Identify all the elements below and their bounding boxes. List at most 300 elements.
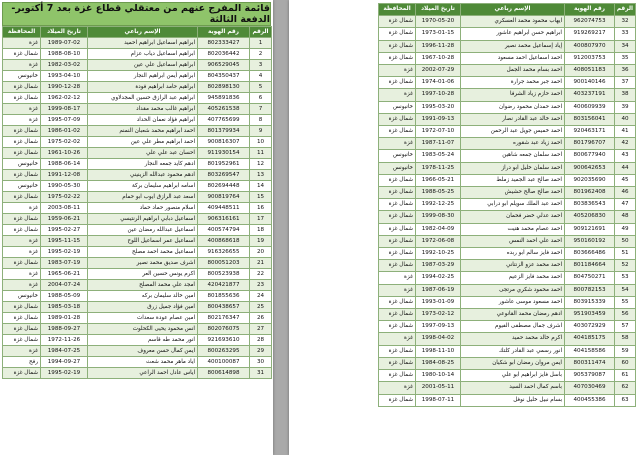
row-number-cell: 38: [615, 89, 636, 101]
full-name-cell: امين فؤاد جميل زرق: [88, 302, 198, 313]
table-row: [3, 368, 272, 379]
id-number-cell: 905379087: [565, 370, 615, 382]
governorate-cell: شمال غزة: [379, 370, 416, 382]
document-title: قائمة المفرج عنهم من معتقلي قطاع غزة بعد 7 أكتوبر- الدفعة الثالثة: [2, 2, 271, 26]
governorate-cell: غزة: [379, 138, 416, 150]
full-name-cell: انس محمود يحيى الكحلوت: [88, 324, 198, 335]
row-number-cell: 49: [615, 223, 636, 235]
governorate-cell: شمال غزة: [379, 113, 416, 125]
id-number-cell: 802898130: [198, 82, 250, 93]
row-number-cell: 17: [250, 214, 272, 225]
id-number-cell: 900819764: [198, 192, 250, 203]
full-name-header: الإسم رباعي: [88, 27, 198, 38]
table-row: [379, 272, 636, 284]
governorate-cell: شمال غزة: [3, 148, 41, 159]
governorate-cell: شمال غزة: [379, 357, 416, 369]
id-number-cell: 801184664: [565, 260, 615, 272]
row-number-cell: 19: [250, 236, 272, 247]
row-number-cell: 63: [615, 394, 636, 406]
birth-date-cell: 1987-11-07: [416, 138, 461, 150]
full-name-cell: ادهم رمضان محمد القانوعي: [461, 309, 565, 321]
table-row: [379, 211, 636, 223]
table-row: [379, 162, 636, 174]
full-name-cell: ابراهيم حسن ابراهيم عاشور: [461, 28, 565, 40]
row-number-cell: 56: [615, 309, 636, 321]
id-number-header: رقم الهوية: [565, 4, 615, 16]
row-number-cell: 30: [250, 357, 272, 368]
governorate-cell: غزة: [379, 382, 416, 394]
full-name-cell: اكرم خالد محمد حميد: [461, 333, 565, 345]
row-number-cell: 42: [615, 138, 636, 150]
row-number-cell: 2: [250, 49, 272, 60]
table-row: [379, 260, 636, 272]
full-name-cell: ايمن مروان رمضان ابو شكيان: [461, 357, 565, 369]
full-name-cell: احمد خميس جويل عبد الرحمن: [461, 126, 565, 138]
row-number-cell: 37: [615, 77, 636, 89]
row-number-cell: 62: [615, 382, 636, 394]
id-number-cell: 802036442: [198, 49, 250, 60]
row-number-cell: 9: [250, 126, 272, 137]
governorate-cell: غزة: [3, 38, 41, 49]
table-row: [379, 52, 636, 64]
full-name-cell: احمد ابراهيم محمد شعبان النمنم: [88, 126, 198, 137]
governorate-cell: شمال غزة: [379, 126, 416, 138]
full-name-cell: احمد محمود شكري مرتجى: [461, 284, 565, 296]
table-row: [379, 28, 636, 40]
row-number-cell: 8: [250, 115, 272, 126]
id-number-cell: 403237191: [565, 89, 615, 101]
id-number-cell: 800263295: [198, 346, 250, 357]
governorate-cell: غزة: [3, 60, 41, 71]
id-number-header: رقم الهوية: [198, 27, 250, 38]
table-row: [379, 333, 636, 345]
governorate-cell: شمال غزة: [379, 248, 416, 260]
id-number-cell: 919269217: [565, 28, 615, 40]
table-row: [3, 126, 272, 137]
table-row: [3, 49, 272, 60]
row-number-cell: 22: [250, 269, 272, 280]
row-number-cell: 31: [250, 368, 272, 379]
row-number-cell: 41: [615, 126, 636, 138]
id-number-cell: 400609939: [565, 101, 615, 113]
governorate-cell: خانيونس: [3, 159, 41, 170]
table-row: [3, 181, 272, 192]
table-row: [3, 93, 272, 104]
table-row: [379, 77, 636, 89]
row-number-cell: 34: [615, 40, 636, 52]
table-row: [3, 313, 272, 324]
id-number-cell: 916326655: [198, 247, 250, 258]
birth-date-cell: 1998-04-02: [416, 333, 461, 345]
id-number-cell: 800523938: [198, 269, 250, 280]
id-number-cell: 407030469: [565, 382, 615, 394]
governorate-cell: غزة: [379, 284, 416, 296]
full-name-cell: امين خالد سليمان بركه: [88, 291, 198, 302]
row-number-cell: 26: [250, 313, 272, 324]
row-number-cell: 1: [250, 38, 272, 49]
full-name-cell: احمد حمدان محمود رضوان: [461, 101, 565, 113]
table-row: [379, 284, 636, 296]
governorate-cell: شمال غزة: [3, 137, 41, 148]
full-name-cell: اسلام منصور حماد حماد: [88, 203, 198, 214]
id-number-cell: 803156041: [565, 113, 615, 125]
row-number-cell: 12: [250, 159, 272, 170]
birth-date-cell: 1999-08-30: [416, 211, 461, 223]
table-row: [379, 65, 636, 77]
row-number-cell: 18: [250, 225, 272, 236]
row-number-cell: 24: [250, 291, 272, 302]
row-number-header: الرقم: [615, 4, 636, 16]
id-number-cell: 803836543: [565, 199, 615, 211]
governorate-cell: شمال غزة: [379, 77, 416, 89]
governorate-cell: خانيونس: [3, 71, 41, 82]
governorate-cell: خانيونس: [379, 162, 416, 174]
table-row: [3, 137, 272, 148]
row-number-cell: 27: [250, 324, 272, 335]
id-number-cell: 951903459: [565, 309, 615, 321]
full-name-cell: احمد صالح عبد الجميد زملط: [461, 174, 565, 186]
full-name-cell: احمد بسام محمد الجمل: [461, 65, 565, 77]
birth-date-cell: 2002-07-29: [416, 65, 461, 77]
id-number-cell: 802076075: [198, 324, 250, 335]
id-number-cell: 900642653: [565, 162, 615, 174]
birth-date-cell: 2003-08-11: [41, 203, 88, 214]
governorate-cell: شمال غزة: [379, 260, 416, 272]
id-number-cell: 802333427: [198, 38, 250, 49]
row-number-cell: 28: [250, 335, 272, 346]
table-row: [379, 382, 636, 394]
row-number-cell: 54: [615, 284, 636, 296]
row-number-cell: 52: [615, 260, 636, 272]
table-row: [379, 174, 636, 186]
full-name-cell: ادهم كايد جمعه النجار: [88, 159, 198, 170]
row-number-cell: 55: [615, 296, 636, 308]
row-number-cell: 45: [615, 174, 636, 186]
full-name-cell: احمد محمد فايز الزعيم: [461, 272, 565, 284]
governorate-cell: شمال غزة: [3, 302, 41, 313]
id-number-cell: 906316161: [198, 214, 250, 225]
governorate-cell: شمال غزة: [379, 40, 416, 52]
row-number-cell: 60: [615, 357, 636, 369]
full-name-header: الإسم رباعي: [461, 4, 565, 16]
id-number-cell: 403072929: [565, 321, 615, 333]
id-number-cell: 801952961: [198, 159, 250, 170]
id-number-cell: 407765699: [198, 115, 250, 126]
id-number-cell: 802176347: [198, 313, 250, 324]
birth-date-header: تاريخ الميلاد: [416, 4, 461, 16]
birth-date-cell: 1995-02-19: [41, 368, 88, 379]
birth-date-cell: 1965-06-21: [41, 269, 88, 280]
governorate-cell: شمال غزة: [3, 126, 41, 137]
id-number-cell: 804350437: [198, 71, 250, 82]
id-number-cell: 405206830: [565, 211, 615, 223]
row-number-cell: 5: [250, 82, 272, 93]
id-number-cell: 404158586: [565, 345, 615, 357]
birth-date-cell: 1988-08-10: [41, 49, 88, 60]
birth-date-cell: 1997-10-28: [416, 89, 461, 101]
full-name-cell: ابراهيم أيمن ابراهيم النجار: [88, 71, 198, 82]
birth-date-cell: 1972-06-08: [416, 235, 461, 247]
id-number-cell: 802694448: [198, 181, 250, 192]
row-number-cell: 39: [615, 101, 636, 113]
table-row: [3, 324, 272, 335]
full-name-cell: احمد خالد عبد القادر نصار: [461, 113, 565, 125]
full-name-cell: ابراهيم فؤاد نعمان الحداد: [88, 115, 198, 126]
row-number-cell: 21: [250, 258, 272, 269]
full-name-cell: اسماعيل عبدالله رمضان عين: [88, 225, 198, 236]
governorate-cell: شمال غزة: [379, 174, 416, 186]
table-row: [379, 309, 636, 321]
governorate-cell: شمال غزة: [379, 235, 416, 247]
governorate-header: المحافظة: [3, 27, 41, 38]
birth-date-cell: 1983-05-24: [416, 150, 461, 162]
birth-date-cell: 1988-06-14: [41, 159, 88, 170]
birth-date-cell: 1978-11-25: [416, 162, 461, 174]
id-number-cell: 921693610: [198, 335, 250, 346]
birth-date-cell: 1990-12-28: [41, 82, 88, 93]
full-name-cell: اياس عادل احمد الراعي: [88, 368, 198, 379]
row-number-cell: 36: [615, 65, 636, 77]
row-number-cell: 48: [615, 211, 636, 223]
birth-date-cell: 2001-05-11: [416, 382, 461, 394]
full-name-cell: احمد مسعود موسى عاشور: [461, 296, 565, 308]
full-name-cell: ابراهيم غالب محمد مقداد: [88, 104, 198, 115]
birth-date-cell: 1988-09-27: [41, 324, 88, 335]
id-number-cell: 400807970: [565, 40, 615, 52]
row-number-cell: 59: [615, 345, 636, 357]
table-row: [379, 89, 636, 101]
id-number-cell: 900140146: [565, 77, 615, 89]
row-number-cell: 47: [615, 199, 636, 211]
id-number-cell: 804750271: [565, 272, 615, 284]
table-row: [3, 247, 272, 258]
full-name-cell: باسم كمال احمد السيد: [461, 382, 565, 394]
row-number-cell: 57: [615, 321, 636, 333]
governorate-cell: غزة: [379, 333, 416, 345]
birth-date-cell: 1984-08-25: [416, 357, 461, 369]
id-number-cell: 408051183: [565, 65, 615, 77]
id-number-cell: 962074753: [565, 16, 615, 28]
table-row: [3, 192, 272, 203]
birth-date-cell: 1995-02-27: [41, 225, 88, 236]
full-name-cell: اسماعيل دبابي ابراهيم الرنتيسي: [88, 214, 198, 225]
table-row: [3, 148, 272, 159]
row-number-cell: 23: [250, 280, 272, 291]
detainee-table-right: [378, 3, 636, 407]
birth-date-cell: 1983-07-19: [41, 258, 88, 269]
id-number-cell: 400100087: [198, 357, 250, 368]
table-row: [3, 346, 272, 357]
id-number-cell: 801855636: [198, 291, 250, 302]
row-number-cell: 11: [250, 148, 272, 159]
id-number-cell: 803666486: [565, 248, 615, 260]
table-row: [379, 16, 636, 28]
id-number-cell: 800782153: [565, 284, 615, 296]
full-name-cell: احمد جبر محمد جرارة: [461, 77, 565, 89]
id-number-cell: 800677940: [565, 150, 615, 162]
row-number-cell: 7: [250, 104, 272, 115]
table-row: [379, 394, 636, 406]
birth-date-cell: 1959-06-21: [41, 214, 88, 225]
governorate-cell: شمال غزة: [379, 309, 416, 321]
row-number-cell: 51: [615, 248, 636, 260]
full-name-cell: باسل فايز ابراهيم ابو علي: [461, 370, 565, 382]
table-row: [3, 357, 272, 368]
row-number-cell: 61: [615, 370, 636, 382]
id-number-cell: 902035690: [565, 174, 615, 186]
governorate-cell: غزة: [3, 203, 41, 214]
birth-date-cell: 1989-01-28: [41, 313, 88, 324]
birth-date-cell: 1980-10-14: [416, 370, 461, 382]
table-row: [379, 357, 636, 369]
governorate-cell: خانيونس: [3, 181, 41, 192]
table-row: [379, 296, 636, 308]
table-row: [379, 370, 636, 382]
birth-date-cell: 1984-07-25: [41, 346, 88, 357]
full-name-cell: اسماعيل عمر اسماعيل اللوح: [88, 236, 198, 247]
row-number-cell: 3: [250, 60, 272, 71]
birth-date-cell: 1997-09-13: [416, 321, 461, 333]
full-name-cell: احمد حازم زياد الشرفا: [461, 89, 565, 101]
id-number-cell: 400455386: [565, 394, 615, 406]
full-name-cell: اشرف جمال مصطفى الفيوم: [461, 321, 565, 333]
birth-date-cell: 1999-08-17: [41, 104, 88, 115]
governorate-cell: شمال غزة: [3, 192, 41, 203]
governorate-cell: غزة: [3, 269, 41, 280]
governorate-cell: شمال غزة: [3, 225, 41, 236]
full-name-cell: احمد سلمان خليل ابو دراز: [461, 162, 565, 174]
table-row: [3, 60, 272, 71]
id-number-cell: 900816307: [198, 137, 250, 148]
governorate-cell: خانيونس: [379, 101, 416, 113]
table-row: [3, 280, 272, 291]
governorate-cell: شمال غزة: [3, 93, 41, 104]
governorate-cell: شمال غزة: [379, 28, 416, 40]
table-row: [3, 104, 272, 115]
document-page-right: [289, 0, 640, 455]
row-number-cell: 58: [615, 333, 636, 345]
governorate-cell: شمال غزة: [379, 394, 416, 406]
governorate-cell: غزة: [3, 104, 41, 115]
full-name-cell: ادهم محمود عبدالله الزينيني: [88, 170, 198, 181]
birth-date-cell: 1998-11-10: [416, 345, 461, 357]
id-number-cell: 950160192: [565, 235, 615, 247]
birth-date-cell: 1962-02-12: [41, 93, 88, 104]
document-page-left: [0, 0, 273, 455]
id-number-cell: 803269547: [198, 170, 250, 181]
row-number-cell: 50: [615, 235, 636, 247]
birth-date-cell: 1989-07-02: [41, 38, 88, 49]
birth-date-cell: 1967-10-28: [416, 52, 461, 64]
birth-date-cell: 1994-02-25: [416, 272, 461, 284]
full-name-cell: اسامه ابراهيم سليمان بركة: [88, 181, 198, 192]
birth-date-cell: 1988-05-09: [41, 291, 88, 302]
full-name-cell: اسعد عبد الرازق ايوب ابو حمام: [88, 192, 198, 203]
table-row: [379, 345, 636, 357]
birth-date-cell: 1995-02-19: [41, 247, 88, 258]
table-row: [379, 40, 636, 52]
table-row: [379, 223, 636, 235]
full-name-cell: احسان عبد علي علي: [88, 148, 198, 159]
governorate-cell: غزة: [379, 272, 416, 284]
full-name-cell: احمد عدلي خضر فحمان: [461, 211, 565, 223]
birth-date-cell: 1966-05-21: [416, 174, 461, 186]
birth-date-cell: 1995-07-09: [41, 115, 88, 126]
birth-date-cell: 1987-06-19: [416, 284, 461, 296]
id-number-cell: 909121691: [565, 223, 615, 235]
full-name-cell: امين عصام عودة سعدات: [88, 313, 198, 324]
governorate-cell: شمال غزة: [3, 170, 41, 181]
id-number-cell: 912003753: [565, 52, 615, 64]
governorate-header: المحافظة: [379, 4, 416, 16]
id-number-cell: 400868618: [198, 236, 250, 247]
row-number-cell: 13: [250, 170, 272, 181]
id-number-cell: 945891836: [198, 93, 250, 104]
governorate-cell: شمال غزة: [379, 296, 416, 308]
table-row: [3, 225, 272, 236]
full-name-cell: امجد علي محمد المصلح: [88, 280, 198, 291]
birth-date-cell: 1972-11-26: [41, 335, 88, 346]
table-row: [3, 302, 272, 313]
governorate-cell: شمال غزة: [3, 258, 41, 269]
birth-date-cell: 1982-03-02: [41, 60, 88, 71]
detainee-table-left: [2, 26, 272, 379]
id-number-cell: 803915339: [565, 296, 615, 308]
row-number-cell: 25: [250, 302, 272, 313]
governorate-cell: شمال غزة: [3, 82, 41, 93]
governorate-cell: غزة: [3, 247, 41, 258]
row-number-cell: 29: [250, 346, 272, 357]
governorate-cell: خانيونس: [379, 150, 416, 162]
table-row: [379, 138, 636, 150]
birth-date-cell: 1993-04-10: [41, 71, 88, 82]
governorate-cell: غزة: [379, 89, 416, 101]
row-number-cell: 16: [250, 203, 272, 214]
row-number-header: الرقم: [250, 27, 272, 38]
governorate-cell: شمال غزة: [3, 49, 41, 60]
row-number-cell: 32: [615, 16, 636, 28]
row-number-cell: 33: [615, 28, 636, 40]
full-name-cell: ابراهيم حامد ابراهيم فودة: [88, 82, 198, 93]
id-number-cell: 911930154: [198, 148, 250, 159]
table-row: [3, 291, 272, 302]
id-number-cell: 409448511: [198, 203, 250, 214]
full-name-cell: احمد اسماعيل احمد مسعود: [461, 52, 565, 64]
birth-date-cell: 1998-07-11: [416, 394, 461, 406]
birth-date-cell: 1973-01-15: [416, 28, 461, 40]
full-name-cell: احمد فايز سالم ابو ربده: [461, 248, 565, 260]
full-name-cell: احمد صالح صالح حشيش: [461, 187, 565, 199]
birth-date-cell: 1987-03-29: [416, 260, 461, 272]
table-row: [379, 150, 636, 162]
row-number-cell: 6: [250, 93, 272, 104]
birth-date-cell: 1975-02-02: [41, 137, 88, 148]
id-number-cell: 405261538: [198, 104, 250, 115]
full-name-cell: انور محمد طه قاسم: [88, 335, 198, 346]
table-row: [3, 269, 272, 280]
table-header-row: [379, 4, 636, 16]
id-number-cell: 906529045: [198, 60, 250, 71]
full-name-cell: اياد ماهر محمد شعث: [88, 357, 198, 368]
birth-date-cell: 1994-09-27: [41, 357, 88, 368]
id-number-cell: 420421877: [198, 280, 250, 291]
birth-date-cell: 1991-09-13: [416, 113, 461, 125]
row-number-cell: 10: [250, 137, 272, 148]
row-number-cell: 40: [615, 113, 636, 125]
governorate-cell: غزة: [3, 236, 41, 247]
full-name-cell: ايمن كمال حسن معروف: [88, 346, 198, 357]
id-number-cell: 800614898: [198, 368, 250, 379]
